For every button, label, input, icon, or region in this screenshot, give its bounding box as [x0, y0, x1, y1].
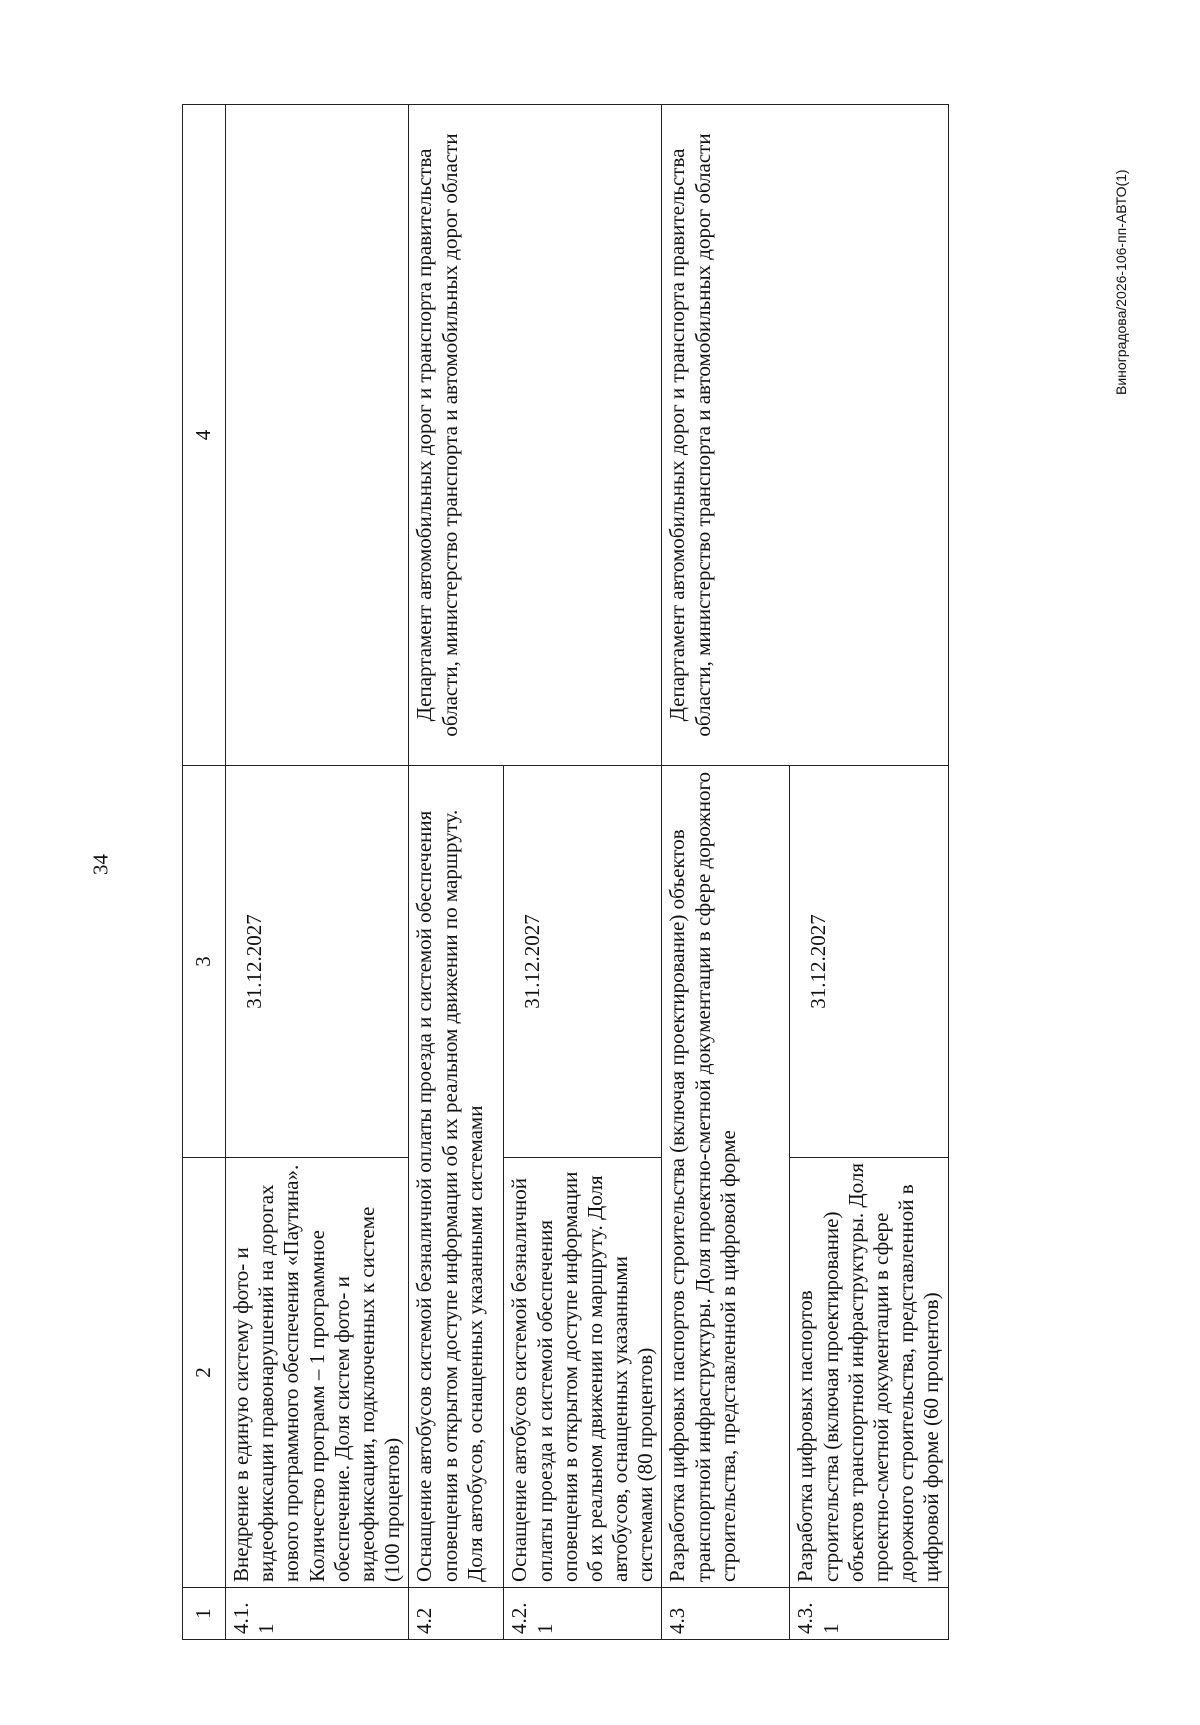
row-responsible [226, 105, 409, 766]
row-number: 4.2 [409, 1588, 504, 1640]
row-responsible: Департамент автомобильных дорог и транспорта правительства области, министерство транспорта и автомобильных дорог области [662, 105, 948, 766]
page-number: 34 [88, 854, 113, 875]
header-col-3: 3 [183, 766, 226, 1158]
row-number: 4.3.1 [790, 1588, 948, 1640]
row-number: 4.1.1 [226, 1588, 409, 1640]
row-date: 31.12.2027 [226, 766, 409, 1158]
table-header-row [183, 105, 226, 1640]
table-row-4-1-1 [226, 105, 409, 1640]
row-number: 4.2.1 [504, 1588, 662, 1640]
rotated-table-container [182, 105, 1012, 1640]
row-description: Оснащение автобусов системой безналичной оплаты проезда и системой обеспечения оповещения в открытом доступе информации об их реальном движении по маршруту. Доля автобусов, оснащенных указанными системами (80 процентов) [504, 1158, 662, 1588]
document-table [182, 104, 949, 1640]
row-description: Внедрение в единую систему фото- и видеофиксации правонарушений на дорогах нового программного обеспечения «Паутина». Количество программ – 1 программное обеспечение. Доля систем фото- и видеофиксации, подключенных к системе (100 процентов) [226, 1158, 409, 1588]
row-responsible: Департамент автомобильных дорог и транспорта правительства области, министерство транспорта и автомобильных дорог области [409, 105, 662, 766]
table-row-4-3 [662, 105, 790, 1640]
header-col-2: 2 [183, 1158, 226, 1588]
row-number: 4.3 [662, 1588, 790, 1640]
table-row-4-2 [409, 105, 504, 1640]
row-description: Разработка цифровых паспортов строительства (включая проектирование) объектов транспортной инфраструктуры. Доля проектно-сметной документации в сфере дорожного строительства, представленной в цифровой форме (60 процентов) [790, 1158, 948, 1588]
row-description: Оснащение автобусов системой безналичной оплаты проезда и системой обеспечения оповещения в открытом доступе информации об их реальном движении по маршруту. Доля автобусов, оснащенных указанными системами [409, 766, 504, 1588]
document-code: Виноградова/2026-106-пп-АВТО(1) [1113, 169, 1129, 395]
row-description: Разработка цифровых паспортов строительства (включая проектирование) объектов транспортной инфраструктуры. Доля проектно-сметной документации в сфере дорожного строительства, представленной в цифровой форме [662, 766, 790, 1588]
row-date: 31.12.2027 [790, 766, 948, 1158]
header-col-4: 4 [183, 105, 226, 766]
header-col-1: 1 [183, 1588, 226, 1640]
row-date: 31.12.2027 [504, 766, 662, 1158]
